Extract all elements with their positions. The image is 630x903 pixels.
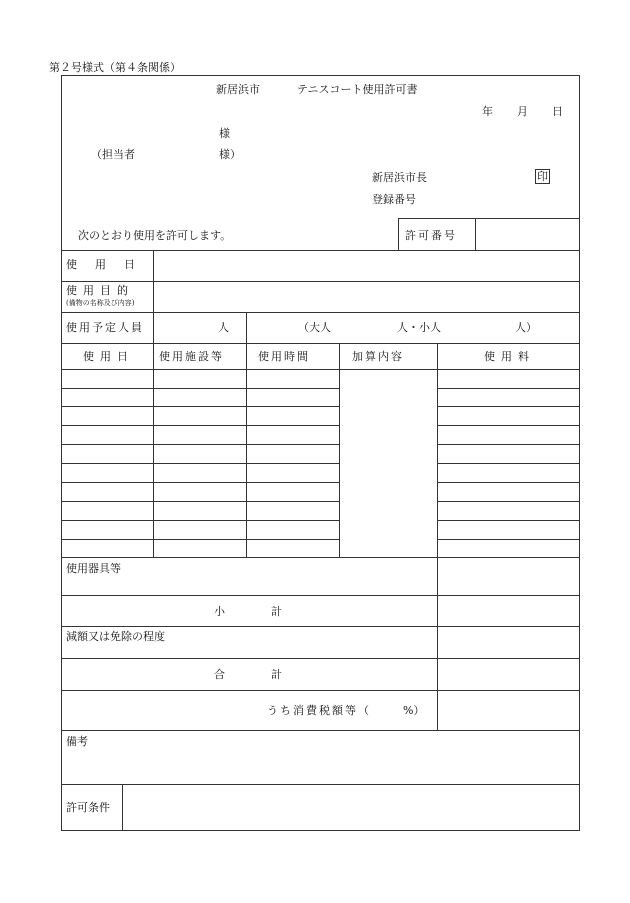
col-header-fee: 使用料	[484, 350, 535, 363]
subtotal-label-2: 計	[271, 605, 282, 618]
permit-statement: 次のとおり使用を許可します。	[78, 229, 232, 242]
col-header-facility: 使用施設等	[159, 350, 224, 363]
date-year: 年	[482, 105, 493, 118]
seal-mark: 印	[537, 170, 548, 183]
registration-label: 登録番号	[372, 193, 416, 206]
col-header-time: 使用時間	[258, 350, 310, 363]
col-header-date: 使用日	[83, 350, 134, 363]
tax-percent: %）	[403, 704, 425, 717]
tax-label: うち消費税額等（	[267, 704, 371, 717]
recipient-honorific: 様	[219, 127, 230, 140]
purpose-label: 使用目的	[66, 284, 134, 297]
contact-honorific: 様）	[219, 148, 241, 161]
adult-label: （大人	[298, 321, 331, 334]
total-label-1: 合	[214, 668, 225, 681]
planned-people-label: 使用予定人員	[66, 321, 144, 334]
document-title: テニスコート使用許可書	[297, 83, 418, 96]
date-day: 日	[552, 105, 563, 118]
reduction-label: 減額又は免除の程度	[66, 630, 165, 643]
purpose-sublabel: (備物の名称及び内容)	[66, 299, 135, 307]
total-label-2: 計	[271, 668, 282, 681]
equipment-label: 使用器具等	[66, 562, 121, 575]
contact-label: （担当者	[91, 148, 135, 161]
subtotal-label-1: 小	[214, 605, 225, 618]
col-header-addition: 加算内容	[352, 350, 404, 363]
remarks-label: 備考	[66, 735, 88, 748]
issuer-name: 新居浜市長	[372, 171, 427, 184]
permit-number-label: 許可番号	[405, 229, 457, 242]
conditions-label: 許可条件	[66, 801, 110, 814]
adult-child-separator: 人・小人	[397, 321, 441, 334]
date-month: 月	[517, 105, 528, 118]
city-name: 新居浜市	[216, 83, 260, 96]
people-unit: 人	[218, 321, 229, 334]
child-close: 人）	[515, 321, 537, 334]
usage-date-label: 使用日	[66, 258, 153, 271]
form-frame	[61, 75, 580, 831]
form-number: 第２号様式（第４条関係）	[49, 61, 181, 74]
